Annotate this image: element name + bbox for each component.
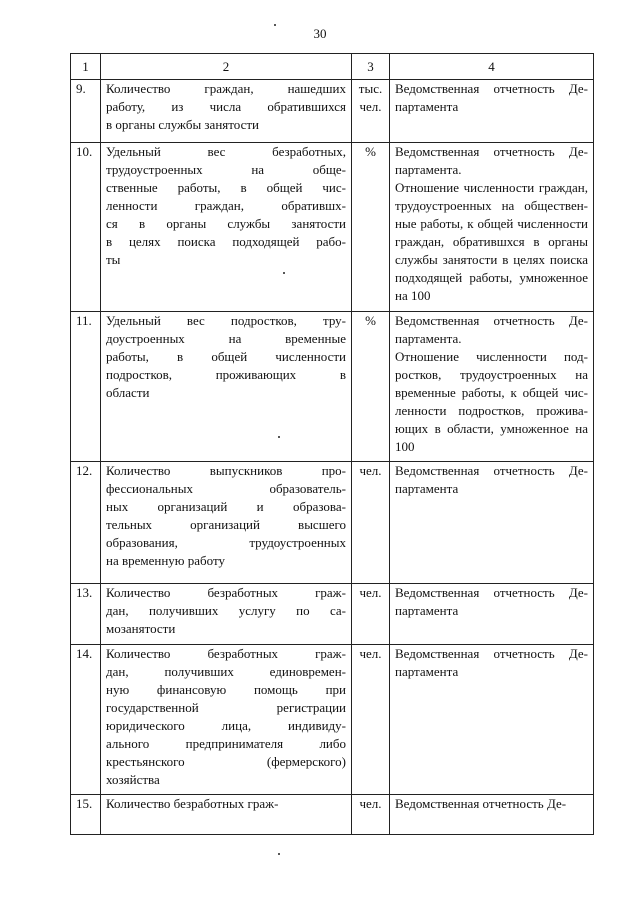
data-source-line: ющих в области, умноженное на (395, 421, 588, 436)
data-source-line: службы занятости в целях поиска (395, 252, 588, 267)
indicator-name-line: дан, получивших единовремен- (106, 664, 346, 679)
indicator-name-line: крестьянского (фермерского) (106, 754, 346, 769)
indicator-name (101, 584, 352, 645)
indicator-name-line: подростков, проживающих в (106, 367, 346, 382)
indicator-name-line: государственной регистрации (106, 700, 346, 715)
data-source-line: ростков, трудоустроенных на (395, 367, 588, 382)
indicator-name-line: на временную работу (106, 553, 225, 568)
indicator-name-line: в целях поиска подходящей рабо- (106, 234, 346, 249)
indicator-name-line: ственные работы, в общей чис- (106, 180, 346, 195)
column-header: 3 (352, 54, 390, 80)
indicator-name-line: Удельный вес безработных, (106, 144, 346, 159)
indicator-name-line: доустроенных на временные (106, 331, 346, 346)
table-row (71, 80, 594, 143)
indicator-name-line: трудоустроенных на обще- (106, 162, 346, 177)
unit-line: чел. (359, 646, 382, 661)
indicator-name-line: работу, из числа обратившихся (106, 99, 346, 114)
row-number: 14. (71, 645, 101, 795)
data-source-line: Ведомственная отчетность Де- (395, 463, 588, 478)
unit-line: чел. (359, 585, 382, 600)
data-source (390, 143, 594, 312)
indicator-name-line: Количество безработных граж- (106, 796, 279, 811)
table-row (71, 584, 594, 645)
unit-of-measure (352, 584, 390, 645)
indicator-name-line: ную финансовую помощь при (106, 682, 346, 697)
indicator-name (101, 143, 352, 312)
indicator-name-line: Удельный вес подростков, тру- (106, 313, 346, 328)
table-body (71, 80, 594, 835)
data-source-line: Ведомственная отчетность Де- (395, 144, 588, 159)
indicator-name-line: Количество безработных граж- (106, 585, 346, 600)
scan-speck (278, 853, 280, 855)
data-source-line: Отношение численности под- (395, 349, 588, 364)
row-number: 9. (71, 80, 101, 143)
indicator-name-line: в органы службы занятости (106, 117, 260, 132)
unit-of-measure (352, 462, 390, 584)
unit-line: чел. (359, 796, 382, 811)
data-source-line: 100 (395, 439, 415, 454)
data-source-line: временные работы, к общей чис- (395, 385, 588, 400)
data-source-line: граждан, обратившхся в органы (395, 234, 588, 249)
indicator-name-line: Количество выпускников про- (106, 463, 346, 478)
column-header: 2 (101, 54, 352, 80)
indicator-name-line: юридического лица, индивиду- (106, 718, 346, 733)
data-source-line: Ведомственная отчетность Де- (395, 646, 588, 661)
data-source (390, 584, 594, 645)
unit-of-measure (352, 312, 390, 462)
unit-line: чел. (359, 463, 382, 478)
row-number: 11. (71, 312, 101, 462)
data-source-line: трудоустроенных на обществен- (395, 198, 588, 213)
indicator-name-line: Количество безработных граж- (106, 646, 346, 661)
table-row (71, 143, 594, 312)
row-number: 15. (71, 795, 101, 835)
data-source-line: Отношение численности граждан, (395, 180, 588, 195)
indicator-name (101, 80, 352, 143)
indicator-name (101, 462, 352, 584)
data-source-line: Ведомственная отчетность Де- (395, 585, 588, 600)
data-source-line: партамента (395, 99, 459, 114)
row-number: 13. (71, 584, 101, 645)
data-source-line: партамента (395, 664, 459, 679)
indicator-name (101, 312, 352, 462)
data-source-line: партамента (395, 481, 459, 496)
indicator-name-line: работы, в общей численности (106, 349, 346, 364)
data-source (390, 312, 594, 462)
table-row (71, 462, 594, 584)
indicator-name-line: фессиональных образователь- (106, 481, 346, 496)
column-header: 4 (390, 54, 594, 80)
page-number: 30 (313, 26, 327, 41)
data-source-line: Ведомственная отчетность Де- (395, 313, 588, 328)
indicator-name-line: ального предпринимателя либо (106, 736, 346, 751)
data-source (390, 645, 594, 795)
row-number: 10. (71, 143, 101, 312)
table-row (71, 795, 594, 835)
scan-speck (274, 24, 276, 26)
indicator-name-line: ных организаций и образова- (106, 499, 346, 514)
indicator-name-line: дан, получивших услугу по са- (106, 603, 346, 618)
indicator-name-line: области (106, 385, 150, 400)
data-source-line: партамента. (395, 162, 462, 177)
unit-line: % (365, 144, 376, 159)
indicator-name-line: тельных организаций высшего (106, 517, 346, 532)
table-header-row (71, 54, 594, 80)
table-row (71, 312, 594, 462)
indicator-name (101, 645, 352, 795)
data-source-line: партамента (395, 603, 459, 618)
data-source-line: подходящей работы, умноженное (395, 270, 588, 285)
data-source-line: ные работы, к общей численности (395, 216, 588, 231)
indicator-name-line: ты (106, 252, 121, 267)
table-row (71, 645, 594, 795)
data-source-line: на 100 (395, 288, 431, 303)
data-source-line: Ведомственная отчетность Де- (395, 796, 567, 811)
indicator-name-line: мозанятости (106, 621, 176, 636)
data-source (390, 795, 594, 835)
unit-line: чел. (359, 99, 382, 114)
data-source-line: ленности подростков, прожива- (395, 403, 588, 418)
unit-of-measure (352, 143, 390, 312)
indicator-name (101, 795, 352, 835)
indicator-name-line: ленности граждан, обратившх- (106, 198, 346, 213)
data-source (390, 80, 594, 143)
unit-line: % (365, 313, 376, 328)
data-source (390, 462, 594, 584)
unit-line: тыс. (358, 81, 383, 96)
unit-of-measure (352, 795, 390, 835)
indicator-name-line: Количество граждан, нашедших (106, 81, 346, 96)
data-source-line: Ведомственная отчетность Де- (395, 81, 588, 96)
data-source-line: партамента. (395, 331, 462, 346)
indicator-name-line: образования, трудоустроенных (106, 535, 346, 550)
indicator-name-line: хозяйства (106, 772, 160, 787)
unit-of-measure (352, 645, 390, 795)
row-number: 12. (71, 462, 101, 584)
column-header: 1 (71, 54, 101, 80)
indicator-name-line: ся в органы службы занятости (106, 216, 346, 231)
indicators-table (70, 53, 594, 835)
unit-of-measure (352, 80, 390, 143)
